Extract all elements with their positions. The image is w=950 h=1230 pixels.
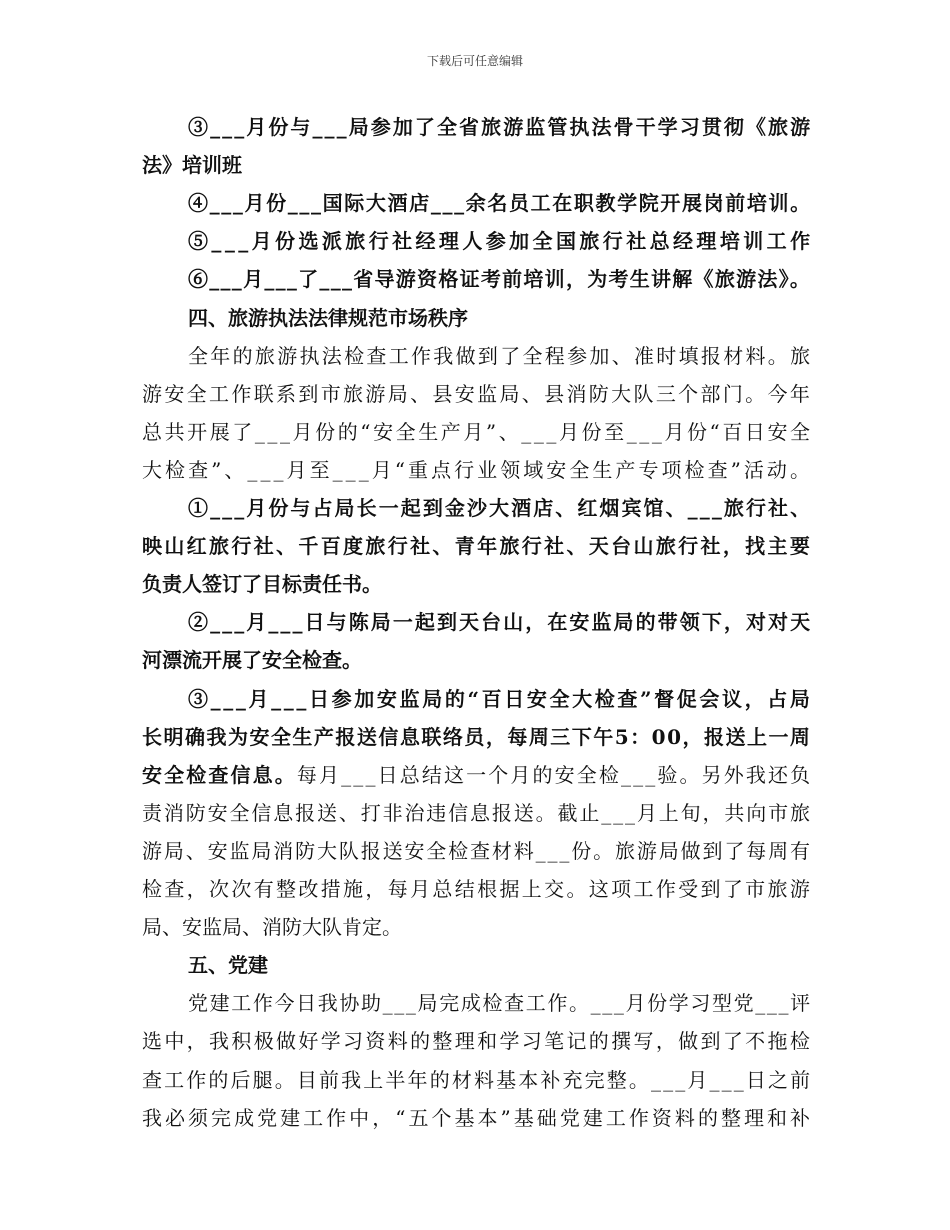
text-line: [188, 603, 812, 641]
line-text: ⑤___月份选派旅行社经理人参加全国旅行社总经理培训工作: [188, 229, 814, 254]
line-text: ③___月___日参加安监局的“百日安全大检查”督促会议，占局: [188, 686, 813, 711]
text-line: [188, 108, 812, 146]
text-line: [142, 832, 812, 870]
text-line: [142, 641, 362, 679]
line-text: 四、旅游执法法律规范市场秩序: [188, 305, 468, 330]
page-header: 下载后可任意编辑: [426, 54, 523, 68]
line-text: 局、安监局、消防大队肯定。: [142, 915, 402, 940]
text-line: [142, 1061, 812, 1099]
line-text: 党建工作今日我协助___局完成检查工作。___月份学习型党___评: [188, 991, 812, 1016]
line-text: 全年的旅游执法检查工作我做到了全程参加、准时填报材料。旅: [188, 343, 813, 368]
line-text: 安全检查信息。: [142, 762, 297, 787]
line-text: 映山红旅行社、千百度旅行社、青年旅行社、天台山旅行社，找主要: [142, 534, 813, 559]
text-line: [142, 451, 813, 489]
line-text: ①___月份与占局长一起到金沙大酒店、红烟宾馆、___旅行社、: [188, 496, 813, 520]
text-line: [142, 908, 402, 946]
line-text: ②___月___日与陈局一起到天台山，在安监局的带领下，对对天: [188, 610, 813, 635]
text-line: [142, 413, 813, 451]
line-text: 我必须完成党建工作中，“五个基本”基础党建工作资料的整理和补: [142, 1105, 814, 1130]
line-text: 总共开展了___月份的“安全生产月”、___月份至___月份“百日安全: [142, 419, 813, 444]
line-text: 大检查”、___月至___月“重点行业领域安全生产专项检查”活动。: [142, 457, 813, 482]
text-line: [188, 946, 268, 984]
text-line: [188, 680, 813, 718]
text-line: [142, 146, 242, 184]
text-line: [142, 718, 811, 756]
line-text: 五、党建: [188, 953, 268, 978]
text-line: [142, 756, 812, 794]
text-line: [188, 984, 812, 1022]
text-line: [142, 794, 812, 832]
line-text: 选中，我积极做好学习资料的整理和学习笔记的撰写，做到了不拖检: [142, 1029, 813, 1054]
line-text-rest: 每月___日总结这一个月的安全检___验。另外我还负: [296, 762, 813, 787]
text-line: [142, 870, 812, 908]
line-text: 查工作的后腿。目前我上半年的材料基本补充完整。___月___日之前: [142, 1067, 813, 1092]
line-text: ④___月份___国际大酒店___余名员工在职教学院开展岗前培训。: [188, 191, 812, 216]
text-line: [188, 222, 813, 260]
line-text: ③___月份与___局参加了全省旅游监管执法骨干学习贯彻《旅游: [188, 115, 813, 139]
line-text: ⑥___月___了___省导游资格证考前培训，为考生讲解《旅游法》。: [188, 267, 812, 292]
line-text: 检查，次次有整改措施，每月总结根据上交。这项工作受到了市旅游: [142, 877, 813, 901]
line-text: 法》培训班: [142, 153, 242, 178]
line-text: 游局、安监局消防大队报送安全检查材料___份。旅游局做到了每周有: [142, 838, 812, 863]
text-line: [188, 337, 812, 375]
line-text: 负责人签订了目标责任书。: [142, 572, 382, 597]
text-line: [142, 527, 812, 565]
text-line: [142, 1099, 813, 1137]
text-line: [188, 299, 468, 337]
line-text: 责消防安全信息报送、打非治违信息报送。截止___月上旬，共向市旅: [142, 800, 812, 825]
text-line: [188, 184, 812, 222]
line-text: 游安全工作联系到市旅游局、县安监局、县消防大队三个部门。今年: [142, 381, 813, 406]
text-line: [142, 375, 812, 413]
text-line: [142, 565, 382, 603]
text-line: [142, 1022, 812, 1060]
text-line: [188, 260, 811, 298]
line-text: 长明确我为安全生产报送信息联络员，每周三下午5：00，报送上一周: [142, 724, 812, 749]
line-text: 河漂流开展了安全检查。: [142, 648, 362, 673]
text-line: [188, 489, 812, 527]
